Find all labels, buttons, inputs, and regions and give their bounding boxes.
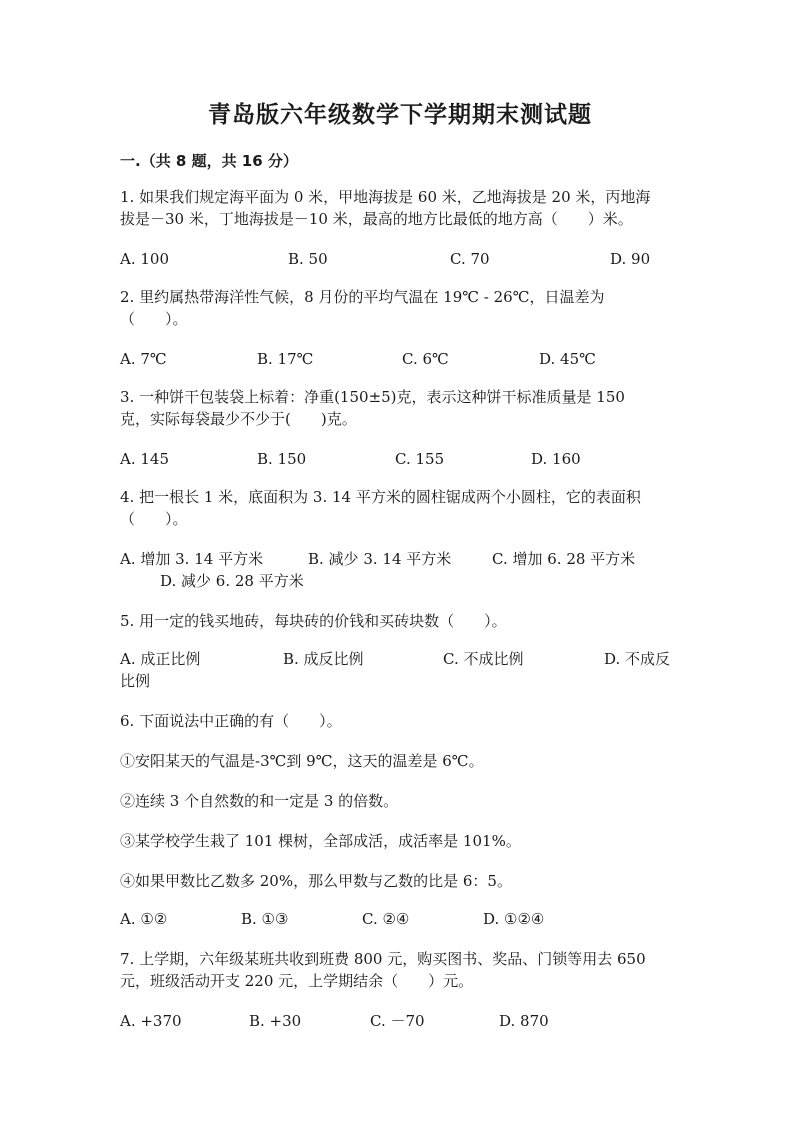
option-d: D. 减少 6. 28 平方米 xyxy=(160,572,304,590)
option-a: A. 145 xyxy=(120,450,169,468)
question-line: 元，班级活动开支 220 元，上学期结余（ ）元。 xyxy=(120,972,474,990)
question-line: 2. 里约属热带海洋性气候，8 月份的平均气温在 19℃ - 26℃，日温差为 xyxy=(120,288,605,306)
question-line: 3. 一种饼干包装袋上标着：净重(150±5)克，表示这种饼干标准质量是 150 xyxy=(120,388,625,406)
option-a: A. +370 xyxy=(120,1012,182,1030)
statement-3: ③某学校学生栽了 101 棵树，全部成活，成活率是 101%。 xyxy=(120,832,521,850)
option-b: B. 50 xyxy=(288,250,328,268)
option-a: A. ①② xyxy=(120,910,168,928)
question-6 xyxy=(120,710,680,732)
question-7-options xyxy=(120,1010,680,1032)
option-c: C. －70 xyxy=(370,1012,425,1030)
option-d: D. 160 xyxy=(531,450,581,468)
question-line: 5. 用一定的钱买地砖，每块砖的价钱和买砖块数（ ）。 xyxy=(120,612,507,630)
option-d: D. 870 xyxy=(499,1012,549,1030)
question-7 xyxy=(120,948,680,992)
option-c: C. 70 xyxy=(450,250,490,268)
question-5-options xyxy=(120,648,680,692)
option-d-wrap: 比例 xyxy=(120,672,151,690)
option-a: A. 成正比例 xyxy=(120,650,201,668)
question-line: （ ）。 xyxy=(120,510,188,528)
question-line: 拔是－30 米，丁地海拔是－10 米，最高的地方比最低的地方高（ ）米。 xyxy=(120,210,633,228)
question-2 xyxy=(120,286,680,330)
question-3-options xyxy=(120,448,680,470)
option-b: B. 成反比例 xyxy=(283,650,364,668)
question-line: 1. 如果我们规定海平面为 0 米，甲地海拔是 60 米，乙地海拔是 20 米，丙地海 xyxy=(120,188,651,206)
option-b: B. 减少 3. 14 平方米 xyxy=(308,550,452,568)
option-a: A. 增加 3. 14 平方米 xyxy=(120,550,264,568)
page-title: 青岛版六年级数学下学期期末测试题 xyxy=(208,102,592,128)
option-c: C. ②④ xyxy=(362,910,410,928)
option-a: A. 7℃ xyxy=(120,350,167,368)
question-line: 4. 把一根长 1 米，底面积为 3. 14 平方米的圆柱锯成两个小圆柱，它的表面积 xyxy=(120,488,641,506)
option-d: D. ①②④ xyxy=(483,910,545,928)
question-line: （ ）。 xyxy=(120,310,188,328)
option-b: B. +30 xyxy=(249,1012,302,1030)
section-heading: 一.（共 8 题，共 16 分） xyxy=(120,152,298,170)
option-a: A. 100 xyxy=(120,250,169,268)
question-1-options xyxy=(120,248,680,270)
option-d: D. 不成反 xyxy=(604,650,671,668)
question-line: 6. 下面说法中正确的有（ ）。 xyxy=(120,712,342,730)
question-3 xyxy=(120,386,680,430)
option-b: B. ①③ xyxy=(241,910,289,928)
question-4 xyxy=(120,486,680,530)
option-d: D. 90 xyxy=(610,250,651,268)
question-2-options xyxy=(120,348,680,370)
question-5 xyxy=(120,610,680,632)
option-b: B. 17℃ xyxy=(257,350,314,368)
option-c: C. 增加 6. 28 平方米 xyxy=(492,550,636,568)
question-line: 7. 上学期，六年级某班共收到班费 800 元，购买图书、奖品、门锁等用去 650 xyxy=(120,950,646,968)
question-6-options xyxy=(120,908,680,930)
option-b: B. 150 xyxy=(257,450,307,468)
option-d: D. 45℃ xyxy=(539,350,596,368)
option-c: C. 不成比例 xyxy=(443,650,524,668)
option-c: C. 155 xyxy=(395,450,445,468)
statement-4: ④如果甲数比乙数多 20%，那么甲数与乙数的比是 6：5。 xyxy=(120,872,512,890)
question-1 xyxy=(120,186,680,230)
option-c: C. 6℃ xyxy=(402,350,449,368)
question-line: 克，实际每袋最少不少于( )克。 xyxy=(120,410,357,428)
statement-1: ①安阳某天的气温是-3℃到 9℃，这天的温差是 6℃。 xyxy=(120,752,484,770)
question-4-options xyxy=(120,548,680,592)
statement-2: ②连续 3 个自然数的和一定是 3 的倍数。 xyxy=(120,792,399,810)
